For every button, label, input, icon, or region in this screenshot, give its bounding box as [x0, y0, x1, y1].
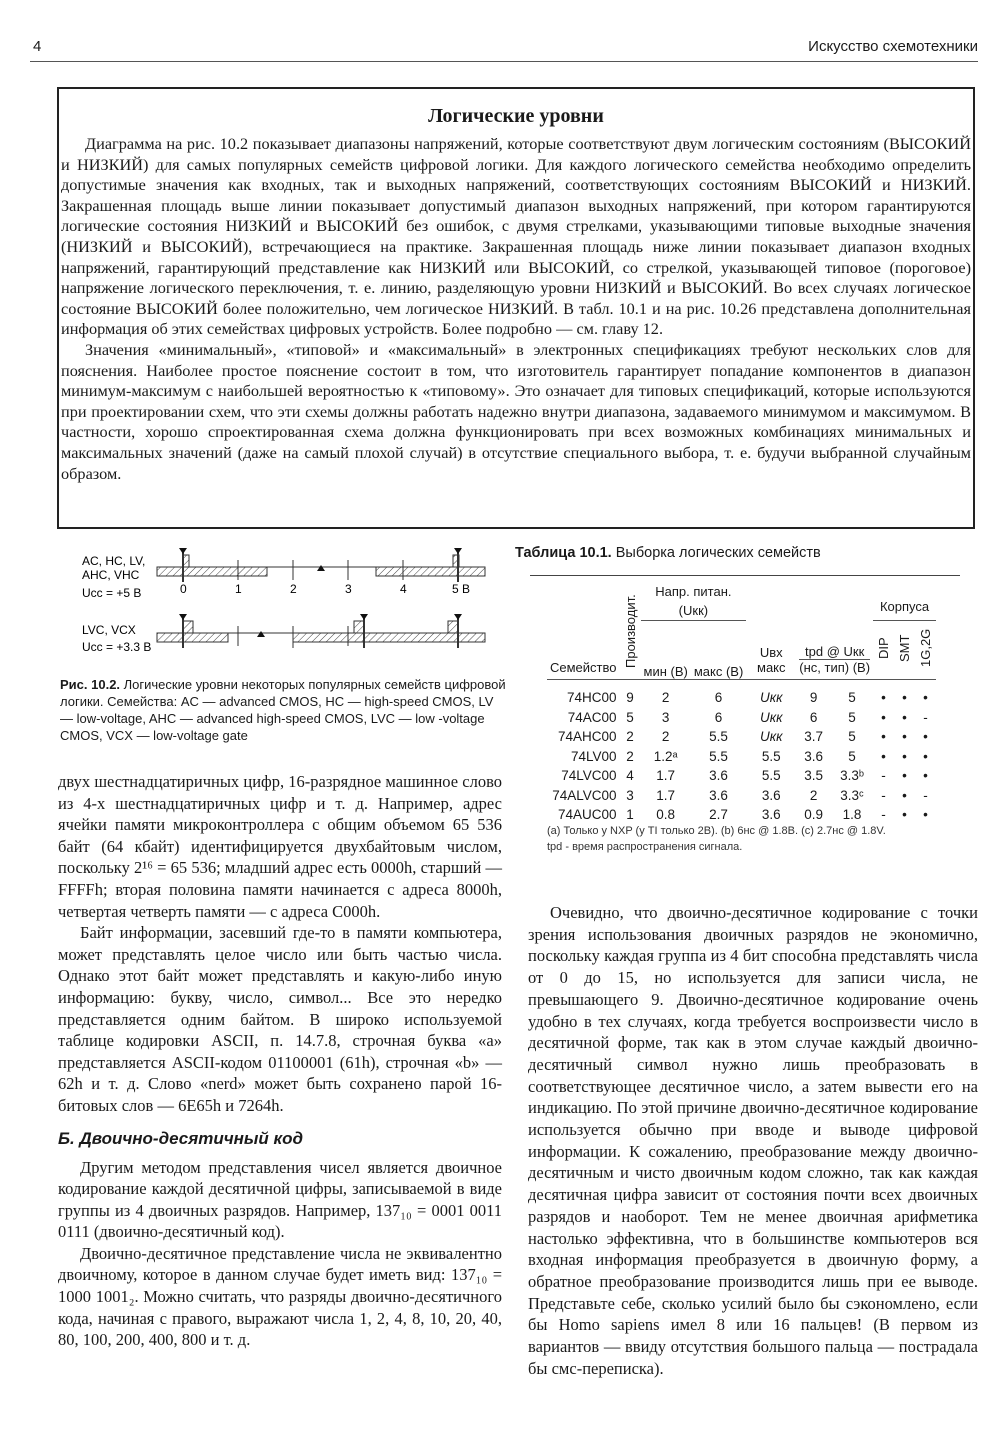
table-cell: 5 [848, 690, 856, 706]
table-cell: • [902, 768, 907, 784]
table-row [547, 786, 936, 806]
table-cell: 0.9 [804, 807, 824, 823]
table-cell: 3.6 [709, 768, 728, 784]
table-cell: 2 [809, 787, 818, 803]
table-cell: 3 [661, 709, 670, 725]
table-cell: 6 [809, 709, 818, 725]
table-cell: 3 [626, 787, 634, 803]
table-row [547, 727, 936, 747]
table-cell: 6 [714, 709, 723, 725]
table-cell: 74HC00 [566, 690, 617, 706]
table-cell: 5 [848, 729, 856, 745]
table-title-text: Выборка логических семейств [611, 545, 821, 561]
table-cell: 3.3ᶜ [840, 787, 864, 803]
table-cell: • [881, 690, 886, 706]
table-note: tpd - время распространения сигнала. [547, 840, 743, 853]
table-cell: • [923, 807, 928, 823]
row2-ucc: Ucc = +3.3 В [82, 640, 152, 654]
paragraph: Байт информации, засевший где-то в памяти компьютера, может представлять целое число или быть частью числа. Однако этот байт может представлять и какую-либо иную информацию: букву, число, символ... Все это нередко представляется одним байтом. В широко используемой таблице кодировки ASCII, п. 14.7.8, строчная буква «а» представляется ASCII-кодом 01100001 (61h), строчная «b» — 62h и т. д. Слово «nerd» может быть сохранено парой 16-битовых слов — 6E65h и 7264h. [58, 923, 502, 1115]
table-cell: 1.7 [656, 787, 676, 803]
paragraph: Другим методом представления чисел является двоичное кодирование каждой десятичной цифры, записываемой в виде группы из 4 двоичных разрядов. Например, 137₁₀ = 0001 0011 0111 (двоично-десятичный код). [58, 1157, 502, 1242]
table-cell: 3.6 [761, 807, 781, 823]
table-cell: 1.7 [656, 768, 676, 784]
page-number: 4 [33, 38, 42, 55]
table-cell: • [923, 729, 928, 745]
table-row [547, 747, 936, 767]
table-cell: 2 [626, 729, 634, 745]
table-cell: 4 [626, 768, 634, 784]
table-row [547, 805, 936, 825]
table-cell: • [923, 768, 928, 784]
row2-label: LVC, VCX [82, 623, 136, 637]
table-cell: • [881, 709, 886, 725]
table-cell: 9 [809, 690, 818, 706]
tick-label: 3 [345, 582, 352, 596]
table-cell: 74AUC00 [557, 807, 617, 823]
row1-label: AC, HC, LV, [82, 554, 146, 568]
table-cell: 74AC00 [567, 709, 617, 725]
table-cell: Uкк [760, 709, 783, 725]
col-smt: SMT [897, 634, 913, 662]
table-cell: • [902, 690, 907, 706]
caption-text: Логические уровни некоторых популярных семейств цифровой логики. Семейства: AC — advanced CMOS, HC — high-speed CMOS, LV — low-voltage, AHC — advanced high-speed CMOS, LVC — low -voltage CMOS, VCX — low-voltage gate [60, 677, 506, 743]
tick-label: 1 [235, 582, 242, 596]
table-cell: 5 [626, 709, 634, 725]
figure-caption [60, 676, 510, 744]
col-family: Семейство [550, 660, 617, 675]
input-low-range [157, 567, 267, 576]
table-cell: - [881, 768, 886, 784]
col-packages: Корпуса [873, 576, 936, 620]
col-min: мин (В) [643, 664, 688, 679]
table-cell: 2 [661, 729, 670, 745]
table-cell: 3.3ᵇ [840, 768, 864, 784]
threshold-arrow-icon [317, 565, 325, 571]
tick-label: 4 [400, 582, 407, 596]
row1-label: AHC, VHC [82, 568, 140, 582]
box-paragraph: Диаграмма на рис. 10.2 показывает диапазоны напряжений, которые соответствуют двум логическим состояниям (ВЫСОКИЙ и НИЗКИЙ) для самых популярных семейств цифровой логики. Для каждого логического семейства необходимо определить допустимые значения как входных, так и выходных напряжений, соответствующих состояниям ВЫСОКИЙ и НИЗКИЙ. Закрашенная площадь выше линии показывает допустимый диапазон выходных напряжений, при котором гарантируются логические состояния НИЗКИЙ и ВЫСОКИЙ без ошибок, с двумя стрелками, указывающими типовые выходные значения (НИЗКИЙ и ВЫСОКИЙ), встречающиеся на практике. Закрашенная площадь ниже линии показывает диапазон входных напряжений, гарантирующий представление как НИЗКИЙ или ВЫСОКИЙ, со стрелкой, указывающей типовое (пороговое) напряжение логического переключения, т. е. линию, разделяющую уровни НИЗКИЙ и ВЫСОКИЙ. Во всех случаях логическое состояние ВЫСОКИЙ более положительно, чем логическое НИЗКИЙ. В табл. 10.1 и на рис. 10.26 представлена дополнительная информация об этих семействах цифровых устройств. Более подробно — см. главу 12. [61, 134, 971, 339]
table-cell: 74AHC00 [557, 729, 617, 745]
table-cell: • [902, 787, 907, 803]
col-tpd: tpd @ Uкк [799, 644, 870, 660]
section-heading: Б. Двоично-десятичный код [58, 1128, 304, 1148]
table-cell: 1.8 [842, 807, 862, 823]
typical-output-arrow-icon [179, 548, 462, 554]
table-cell: 5 [848, 709, 856, 725]
col-1g2g: 1G,2G [918, 629, 934, 668]
col-tpd-units: (нс, тип) (В) [799, 660, 871, 675]
table-cell: • [923, 748, 928, 764]
table-title [515, 545, 970, 561]
table-cell: 5.5 [761, 748, 781, 764]
table-cell: - [881, 787, 886, 803]
input-high-range [376, 567, 485, 576]
running-title: Искусство схемотехники [808, 38, 978, 55]
tick-label: 0 [180, 582, 187, 596]
row1-ucc: Ucc = +5 В [82, 586, 142, 600]
table-cell: 1.2ᵃ [653, 748, 678, 764]
table-note: (a) Только у NXP (у TI только 2В). (b) 6нс @ 1.8В. (c) 2.7нс @ 1.8V. [547, 824, 886, 837]
table-row [547, 688, 936, 708]
paragraph: Очевидно, что двоично-десятичное кодирование с точки зрения использования двоичных разрядов не экономично, поскольку каждая группа из 4 бит способна представлять числа от 0 до 15, но используется для записи числа, не превышающего 9. Двоично-десятичное кодирование очень удобно в тех случаях, когда требуется воспроизвести число в десятичной форме, так как в этом случае каждый двоично-десятичный символ нужно лишь преобразовать в соответствующее десятичное число, а затем вывести его на индикацию. По этой причине двоично-десятичное кодирование используется обычно при вводе и выводе цифровой информации. К сожалению, преобразование между двоично-десятичным и чисто двоичным кодом сложно, так как каждая десятичная цифра зависит от состояния почти всех двоичных разрядов и наоборот. Тем не менее двоичная арифметика настолько эффективна, что в большинстве компьютеров вся входная информация преобразуется в двоичную форму, а обратное преобразование производится лишь при ее выводе. Представьте себе, сколько усилий было бы сэкономлено, если бы Homo sapiens имел 8 или 16 пальцев! (В первом из вариантов — ввиду отсутствия большого пальца — пострадала бы смс-переписка). [528, 903, 978, 1378]
table-cell: 3.5 [804, 768, 824, 784]
table-cell: 2 [626, 748, 634, 764]
tick-label: 5 В [452, 582, 471, 596]
table-cell: Uкк [760, 690, 783, 706]
table-cell: • [881, 748, 886, 764]
table-cell: 2.7 [709, 807, 728, 823]
table-cell: 5.5 [709, 748, 728, 764]
table-cell: 5 [848, 748, 856, 764]
table-cell: 1 [626, 807, 634, 823]
table-cell: 5.5 [709, 729, 728, 745]
col-supply: Напр. питан. (Uкк) [641, 576, 747, 620]
table-cell: 6 [714, 690, 723, 706]
header-rule [30, 61, 978, 62]
table-cell: - [923, 709, 928, 725]
table-cell: • [881, 729, 886, 745]
box-paragraph: Значения «минимальный», «типовой» и «максимальный» в электронных спецификациях требуют нескольких слов для пояснения. Наиболее простое пояснение состоит в том, что изготовитель гарантирует попадание компонентов в диапазон минимум-максимум с наибольшей вероятностью к «типовому». Это означает для типовых спецификаций, которые используются при проектировании схем, что эти схемы должны работать надежно внутри диапазона, задаваемого минимумом и максимумом. В частности, хорошо спроектированная схема должна функционировать при всех возможных комбинациях минимальных и максимальных значений (даже на самый плохой случай) в отсутствие специального выбора, т. е. будучи выбранной случайным образом. [61, 339, 971, 483]
table-cell: 3.7 [804, 729, 824, 745]
table-cell: • [902, 709, 907, 725]
col-dip: DIP [876, 637, 892, 660]
table-cell: - [881, 807, 886, 823]
table-row [547, 708, 936, 728]
col-maker: Производит. [622, 594, 638, 668]
right-column [528, 902, 978, 1379]
figure-10-2 [60, 540, 510, 744]
table-cell: 3.6 [709, 787, 728, 803]
paragraph: двух шестнадцатиричных цифр, 16-разрядное машинное слово из 4-х шестнадцатиричных цифр и т. д. Например, адрес ячейки памяти микроконтроллера с общим объемом 65 536 байт (64 кбайт) идентифицируется двухбайтовым числом, поскольку 2¹⁶ = 65 536; младший адрес есть 0000h, старший — FFFFh; вторая половина памяти начинается с адреса 8000h, четвертая четверть памяти — с адреса C000h. [58, 772, 502, 921]
logic-levels-diagram [60, 540, 510, 665]
table-cell: 5.5 [761, 768, 781, 784]
table-number: Таблица 10.1. [515, 545, 612, 561]
col-max: макс (В) [693, 664, 744, 679]
table-cell: • [902, 729, 907, 745]
table-cell: • [923, 690, 928, 706]
table-cell: • [902, 807, 907, 823]
table-cell: Uкк [760, 729, 783, 745]
table-cell: • [902, 748, 907, 764]
table-cell: 3.6 [761, 787, 781, 803]
table-cell: 74ALVC00 [552, 787, 617, 803]
box-title: Логические уровни [428, 105, 604, 127]
table-row [547, 766, 936, 786]
logic-families-table [547, 576, 936, 825]
table-cell: 9 [626, 690, 634, 706]
table-cell: 74LV00 [570, 748, 617, 764]
paragraph: Двоично-десятичное представление числа не эквивалентно двоичному, которое в данном случае будет иметь вид: 137₁₀ = 1000 1001₂. Можно считать, что разряды двоично-десятичного кода, начиная с правого, выражают числа 1, 2, 4, 8, 10, 20, 40, 80, 100, 200, 400, 800 и т. д. [58, 1243, 502, 1350]
table-cell: 0.8 [656, 807, 676, 823]
table-cell: 3.6 [804, 748, 824, 764]
caption-number: Рис. 10.2. [60, 677, 121, 692]
table-cell: 2 [661, 690, 670, 706]
sidebar-box [57, 87, 975, 529]
col-uin: Uвх макс [757, 645, 786, 675]
tick-label: 2 [290, 582, 297, 596]
left-column [58, 771, 502, 1351]
table-10-1 [515, 545, 970, 853]
table-cell: 74LVC00 [561, 768, 617, 784]
table-cell: - [923, 787, 928, 803]
